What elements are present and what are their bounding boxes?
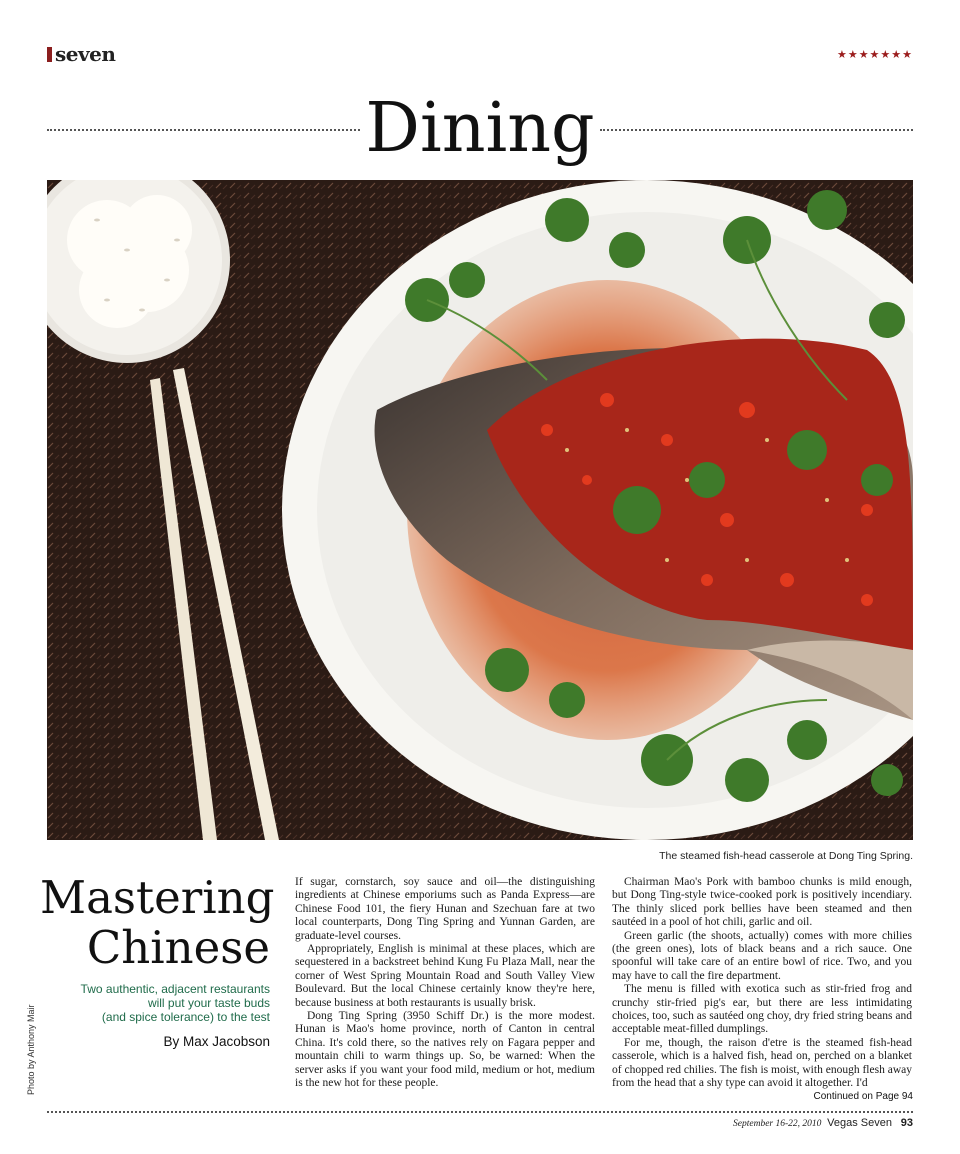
photo-credit: Photo by Anthony Mair <box>26 1004 36 1095</box>
logo-bar <box>47 47 52 62</box>
section-title: Dining <box>365 89 595 168</box>
photo-caption: The steamed fish-head casserole at Dong Ting Spring. <box>659 850 913 862</box>
article-column-2 <box>612 876 912 1091</box>
headline-line: Chinese <box>86 921 270 974</box>
publication-name: Vegas Seven <box>827 1117 892 1129</box>
paragraph: Chairman Mao's Pork with bamboo chunks is mild enough, but Dong Ting-style twice-cooked pork is positively incendiary. The thinly sliced pork bellies have been steamed and then sautéed in a pool of hot chili, garlic and oil. <box>612 876 912 929</box>
fish-head-casserole-photo <box>47 180 913 840</box>
title-rule-right <box>600 129 913 131</box>
paragraph: The menu is filled with exotica such as stir-fried frog and crunchy stir-fried pig's ear, but there are less intimidating choices, too, such as sautéed ong choy, dry fried string beans and acceptable meat-filled dumplings. <box>612 983 912 1036</box>
article-column-1 <box>295 876 595 1091</box>
paragraph: Dong Ting Spring (3950 Schiff Dr.) is the more modest. Hunan is Mao's home province, north of Canton in central China. It's cold there, so the natives rely on Fagara pepper and mountain chili to warm things up. So, be warned: When the server asks if you want your food mild, medium or hot, medium is the new hot for these people. <box>295 1010 595 1090</box>
logo-text: seven <box>55 42 116 66</box>
dek-line: Two authentic, adjacent restaurants <box>80 982 270 996</box>
paragraph: Green garlic (the shoots, actually) comes with more chilies (the green ones), lots of black beans and a rich sauce. One spoonful will take care of an entire bowl of rice. Two, and you may have to call the fire department. <box>612 929 912 982</box>
byline: By Max Jacobson <box>163 1034 270 1049</box>
paragraph: Appropriately, English is minimal at these places, which are sequestered in a backstreet behind Kung Fu Plaza Mall, near the corner of West Spring Mountain Road and South Valley View Boulevard. But the local Chinese certainly know they're here, because business at both restaurants is usually brisk. <box>295 943 595 1009</box>
footer-rule <box>47 1111 913 1113</box>
paragraph: If sugar, cornstarch, soy sauce and oil—the distinguishing ingredients at Chinese emporiums such as Panda Express—are Chinese Food 101, the fiery Hunan and Szechuan fare at two local counterparts, Dong Ting Spring and Yunnan Garden, are graduate-level courses. <box>295 876 595 942</box>
dek-line: will put your taste buds <box>147 996 270 1010</box>
continued-link[interactable]: Continued on Page 94 <box>813 1091 913 1102</box>
paragraph: For me, though, the raison d'etre is the steamed fish-head casserole, which is a halved fish, head on, perched on a blanket of chopped red chilies. The fish is moist, with enough flesh away from the head that a shy type can avoid it altogether. I'd <box>612 1036 912 1090</box>
issue-date: September 16-22, 2010 <box>733 1119 822 1129</box>
star-rating-icons: ★★★★★★★ <box>836 48 913 61</box>
headline-line: Mastering <box>40 871 275 924</box>
article-dek <box>60 982 270 1024</box>
magazine-logo <box>47 42 115 66</box>
dek-line: (and spice tolerance) to the test <box>101 1010 270 1024</box>
article-headline <box>40 871 275 974</box>
page-footer <box>733 1117 913 1129</box>
page-number: 93 <box>900 1117 913 1129</box>
